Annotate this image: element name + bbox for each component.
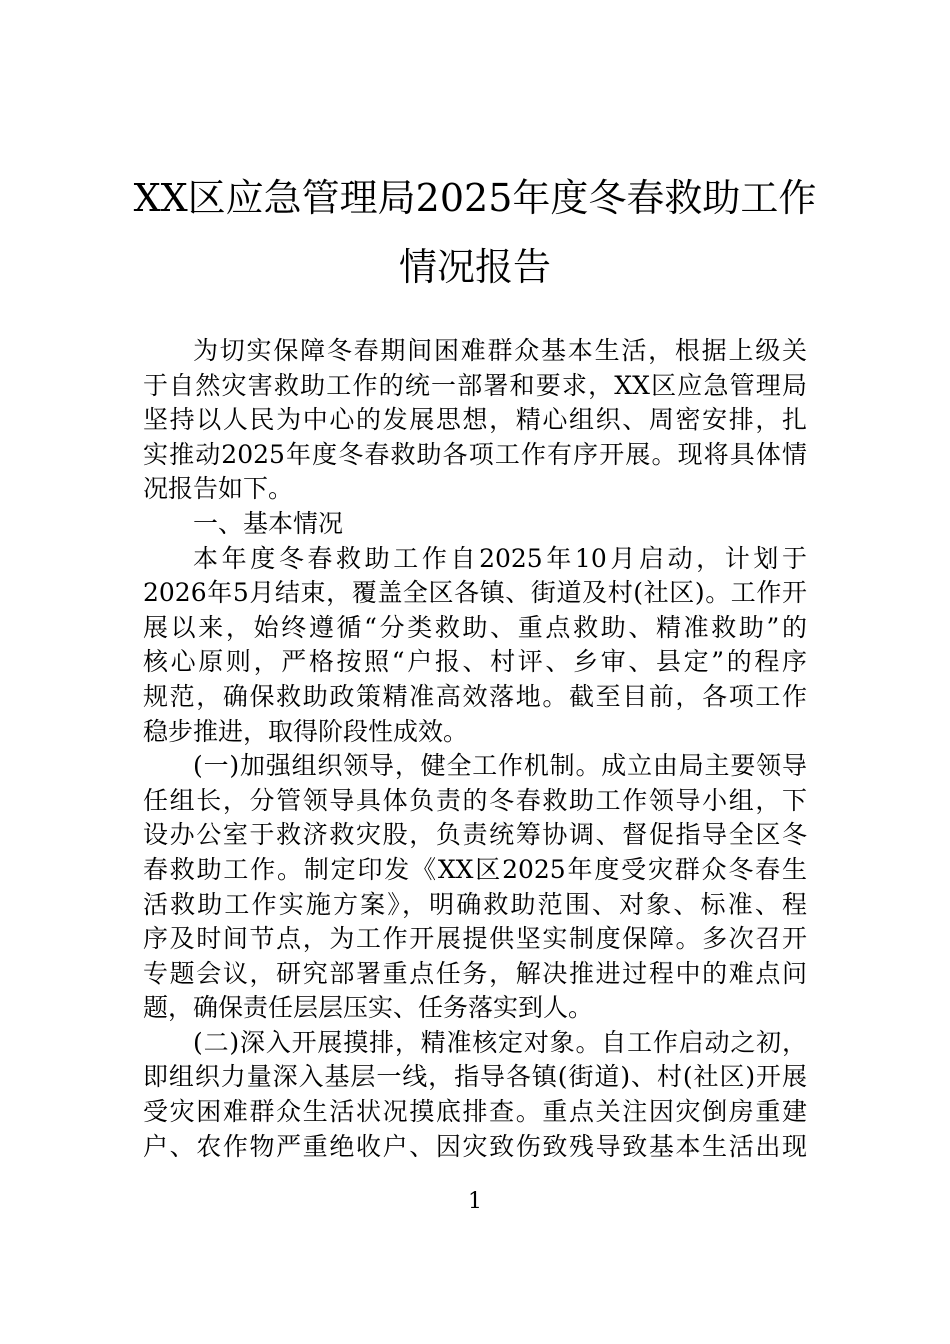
body-line: 况报告如下。: [143, 474, 294, 504]
document-title-line-2: 情况报告: [398, 245, 551, 289]
subsection-line: (二)深入开展摸排，精准核定对象。自工作启动之初，: [193, 1027, 807, 1057]
section-heading: 一、基本情况: [193, 508, 344, 538]
body-line: 2026年5月结束，覆盖全区各镇、街道及村(社区)。工作开: [143, 578, 807, 608]
body-line: 于自然灾害救助工作的统一部署和要求，XX区应急管理局: [143, 370, 807, 400]
body-line: 本年度冬春救助工作自2025年10月启动，计划于: [193, 543, 807, 573]
body-line: 坚持以人民为中心的发展思想，精心组织、周密安排，扎: [143, 405, 807, 435]
body-line: 受灾困难群众生活状况摸底排查。重点关注因灾倒房重建: [143, 1097, 807, 1127]
body-line: 规范，确保救助政策精准高效落地。截至目前，各项工作: [143, 681, 807, 711]
subsection-line: (一)加强组织领导，健全工作机制。成立由局主要领导: [193, 751, 807, 781]
body-line: 稳步推进，取得阶段性成效。: [143, 716, 469, 746]
body-line: 专题会议，研究部署重点任务，解决推进过程中的难点问: [143, 958, 807, 988]
body-line: 即组织力量深入基层一线，指导各镇(街道)、村(社区)开展: [143, 1062, 807, 1092]
body-line: 核心原则，严格按照“户报、村评、乡审、县定”的程序: [143, 647, 807, 677]
body-line: 活救助工作实施方案》，明确救助范围、对象、标准、程: [143, 889, 807, 919]
body-line: 春救助工作。制定印发《XX区2025年度受灾群众冬春生: [143, 854, 807, 884]
body-line: 设办公室于救济救灾股，负责统筹协调、督促指导全区冬: [143, 820, 807, 850]
body-line: 为切实保障冬春期间困难群众基本生活，根据上级关: [193, 336, 807, 365]
body-line: 题，确保责任层层压实、任务落实到人。: [143, 993, 594, 1023]
document-title-line-1: XX区应急管理局2025年度冬春救助工作: [133, 176, 817, 220]
body-line: 户、农作物严重绝收户、因灾致伤致残导致基本生活出现: [143, 1131, 807, 1161]
document-body: [143, 334, 807, 1164]
body-line: 任组长，分管领导具体负责的冬春救助工作领导小组，下: [143, 785, 807, 815]
page-number: 1: [468, 1189, 482, 1214]
body-line: 序及时间节点，为工作开展提供坚实制度保障。多次召开: [143, 924, 807, 954]
body-line: 展以来，始终遵循“分类救助、重点救助、精准救助”的: [143, 612, 807, 642]
body-line: 实推动2025年度冬春救助各项工作有序开展。现将具体情: [143, 439, 807, 469]
